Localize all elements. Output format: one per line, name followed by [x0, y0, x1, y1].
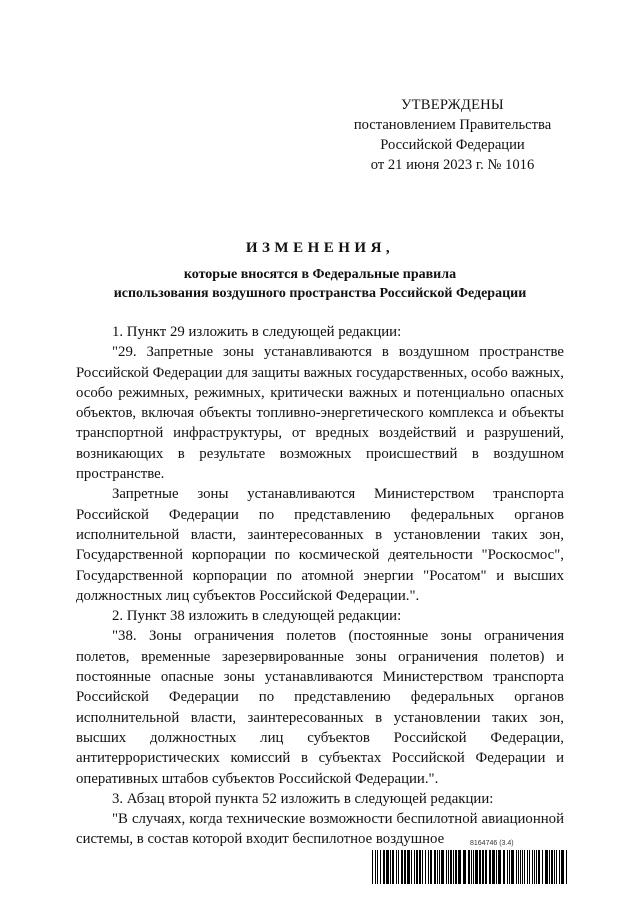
subtitle-line-2: использования воздушного пространства Российской Федерации: [113, 286, 527, 301]
approval-line-resolution: постановлением Правительства: [353, 117, 552, 133]
approval-block: [345, 95, 560, 175]
document-title: ИЗМЕНЕНИЯ,: [245, 240, 395, 256]
approval-line-government: Российской Федерации: [380, 137, 525, 153]
paragraph-prohibited-zones: Запретные зоны устанавливаются Министерством транспорта Российской Федерации по представлению федеральных органов исполнительной власти, заинтересованных в установлении таких зон, Государственной корпорации по космической деятельности "Роскосмос", Государственной корпорации по атомной энергии "Росатом" и высших должностных лиц субъектов Российской Федерации.".: [76, 486, 564, 604]
approval-heading: УТВЕРЖДЕНЫ: [401, 97, 504, 113]
paragraph-point-29: "29. Запретные зоны устанавливаются в воздушном пространстве Российской Федерации для защиты важных государственных, особо важных, особо режимных, режимных, критически важных и потенциально опасных объектов, включая объекты топливно-энергетического комплекса и объекты транспортной инфраструктуры, от вредных воздействий и разрушений, возникающих в результате возможных происшествий в воздушном пространстве.: [76, 344, 564, 483]
barcode-icon: [372, 850, 567, 884]
paragraph-item-1: 1. Пункт 29 изложить в следующей редакции:: [112, 324, 402, 340]
paragraph-point-38: "38. Зоны ограничения полетов (постоянные зоны ограничения полетов, временные зарезервированные зоны ограничения полетов) и постоянные опасные зоны устанавливаются Министерством транспорта Российской Федерации по представлению федеральных органов исполнительной власти, заинтересованных в установлении таких зон, высших должностных лиц субъектов Российской Федерации, антитеррористических комиссий в субъектах Российской Федерации и оперативных штабов субъектов Российской Федерации.".: [76, 628, 564, 787]
paragraph-item-3: 3. Абзац второй пункта 52 изложить в следующей редакции:: [112, 790, 494, 807]
paragraph-point-52: "В случаях, когда технические возможности беспилотной авиационной системы, в состав которой входит беспилотное воздушное: [76, 811, 564, 848]
subtitle-line-1: которые вносятся в Федеральные правила: [183, 267, 457, 282]
barcode-number: 8164746 (3.4): [470, 840, 514, 847]
document-subtitle: [0, 265, 640, 303]
paragraph-item-2: 2. Пункт 38 изложить в следующей редакции:: [112, 608, 402, 625]
approval-line-date: от 21 июня 2023 г. № 1016: [370, 157, 535, 173]
document-body: [76, 322, 564, 850]
